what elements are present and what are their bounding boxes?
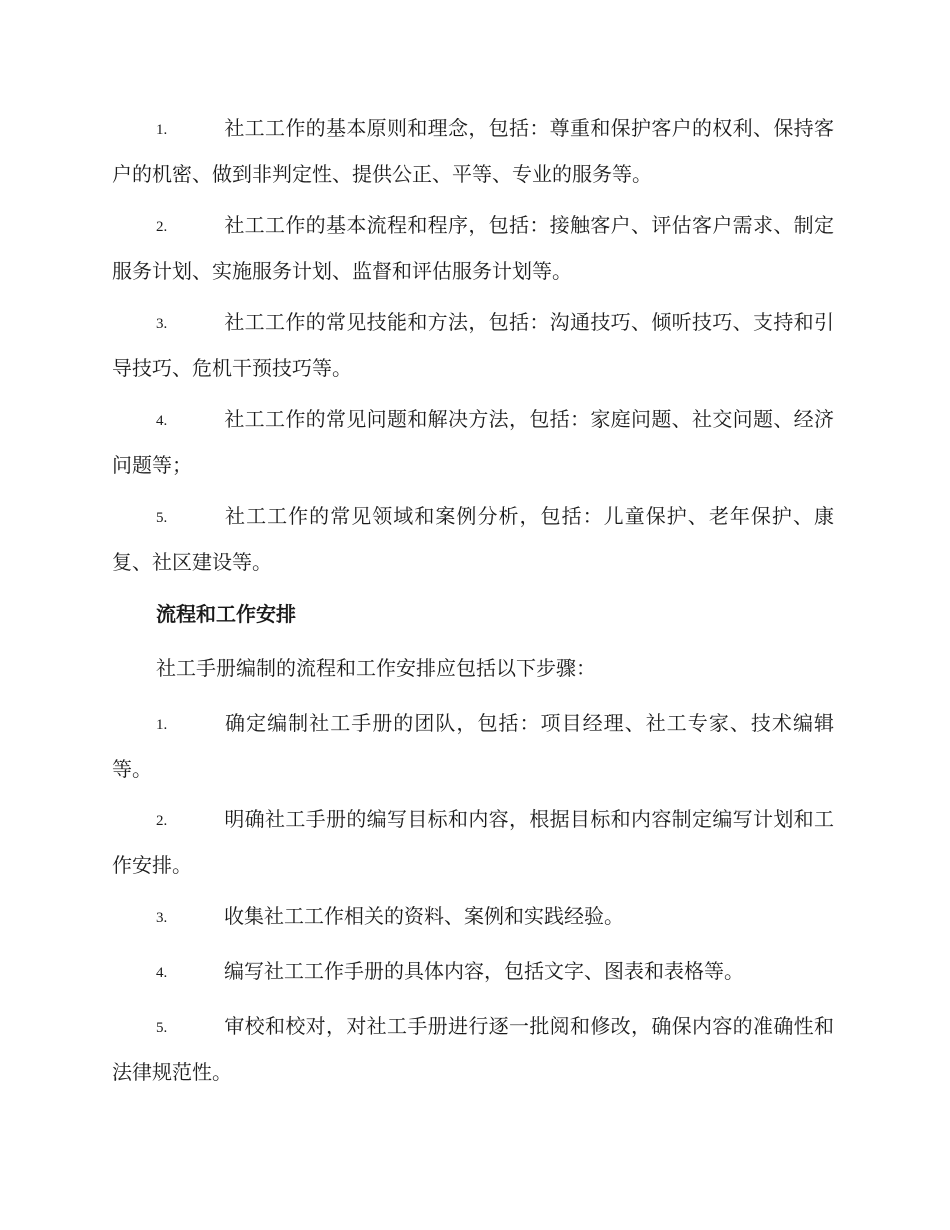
list-item-number: 3. xyxy=(156,316,168,332)
list-item-text: 社工工作的常见技能和方法，包括：沟通技巧、倾听技巧、支持和引导技巧、危机干预技巧等。 xyxy=(112,310,834,380)
list-item-text: 社工工作的常见领域和案例分析，包括：儿童保护、老年保护、康复、社区建设等。 xyxy=(112,504,834,574)
list-item-number: 1. xyxy=(156,717,168,733)
section-intro: 社工手册编制的流程和工作安排应包括以下步骤： xyxy=(156,656,596,680)
list-item xyxy=(112,1004,834,1094)
list-item xyxy=(112,797,834,887)
list-item-number: 3. xyxy=(156,910,168,926)
list-item xyxy=(112,701,834,791)
list-item-text: 明确社工手册的编写目标和内容，根据目标和内容制定编写计划和工作安排。 xyxy=(112,807,834,877)
list-item-number: 1. xyxy=(156,122,168,138)
list-item-number: 4. xyxy=(156,413,168,429)
list-item-number: 5. xyxy=(156,1020,168,1036)
list-item xyxy=(112,300,834,390)
list-item-number: 2. xyxy=(156,219,168,235)
list-item xyxy=(112,203,834,293)
list-item-text: 确定编制社工手册的团队，包括：项目经理、社工专家、技术编辑等。 xyxy=(112,711,834,781)
list-item-number: 5. xyxy=(156,510,168,526)
list-item-number: 2. xyxy=(156,813,168,829)
list-item xyxy=(112,894,834,940)
section-heading: 流程和工作安排 xyxy=(156,602,296,626)
list-item-text: 社工工作的常见问题和解决方法，包括：家庭问题、社交问题、经济问题等； xyxy=(112,407,834,477)
list-item xyxy=(112,494,834,584)
list-item-text: 社工工作的基本原则和理念，包括：尊重和保护客户的权利、保持客户的机密、做到非判定性、提供公正、平等、专业的服务等。 xyxy=(112,116,834,186)
list-item-number: 4. xyxy=(156,965,168,981)
list-item-text: 审校和校对，对社工手册进行逐一批阅和修改，确保内容的准确性和法律规范性。 xyxy=(112,1014,834,1084)
list-item xyxy=(112,397,834,487)
list-item-text: 编写社工工作手册的具体内容，包括文字、图表和表格等。 xyxy=(224,959,744,983)
list-item xyxy=(112,106,834,196)
list-item xyxy=(112,949,834,995)
list-item-text: 社工工作的基本流程和程序，包括：接触客户、评估客户需求、制定服务计划、实施服务计划、监督和评估服务计划等。 xyxy=(112,213,834,283)
list-item-text: 收集社工工作相关的资料、案例和实践经验。 xyxy=(224,904,624,928)
